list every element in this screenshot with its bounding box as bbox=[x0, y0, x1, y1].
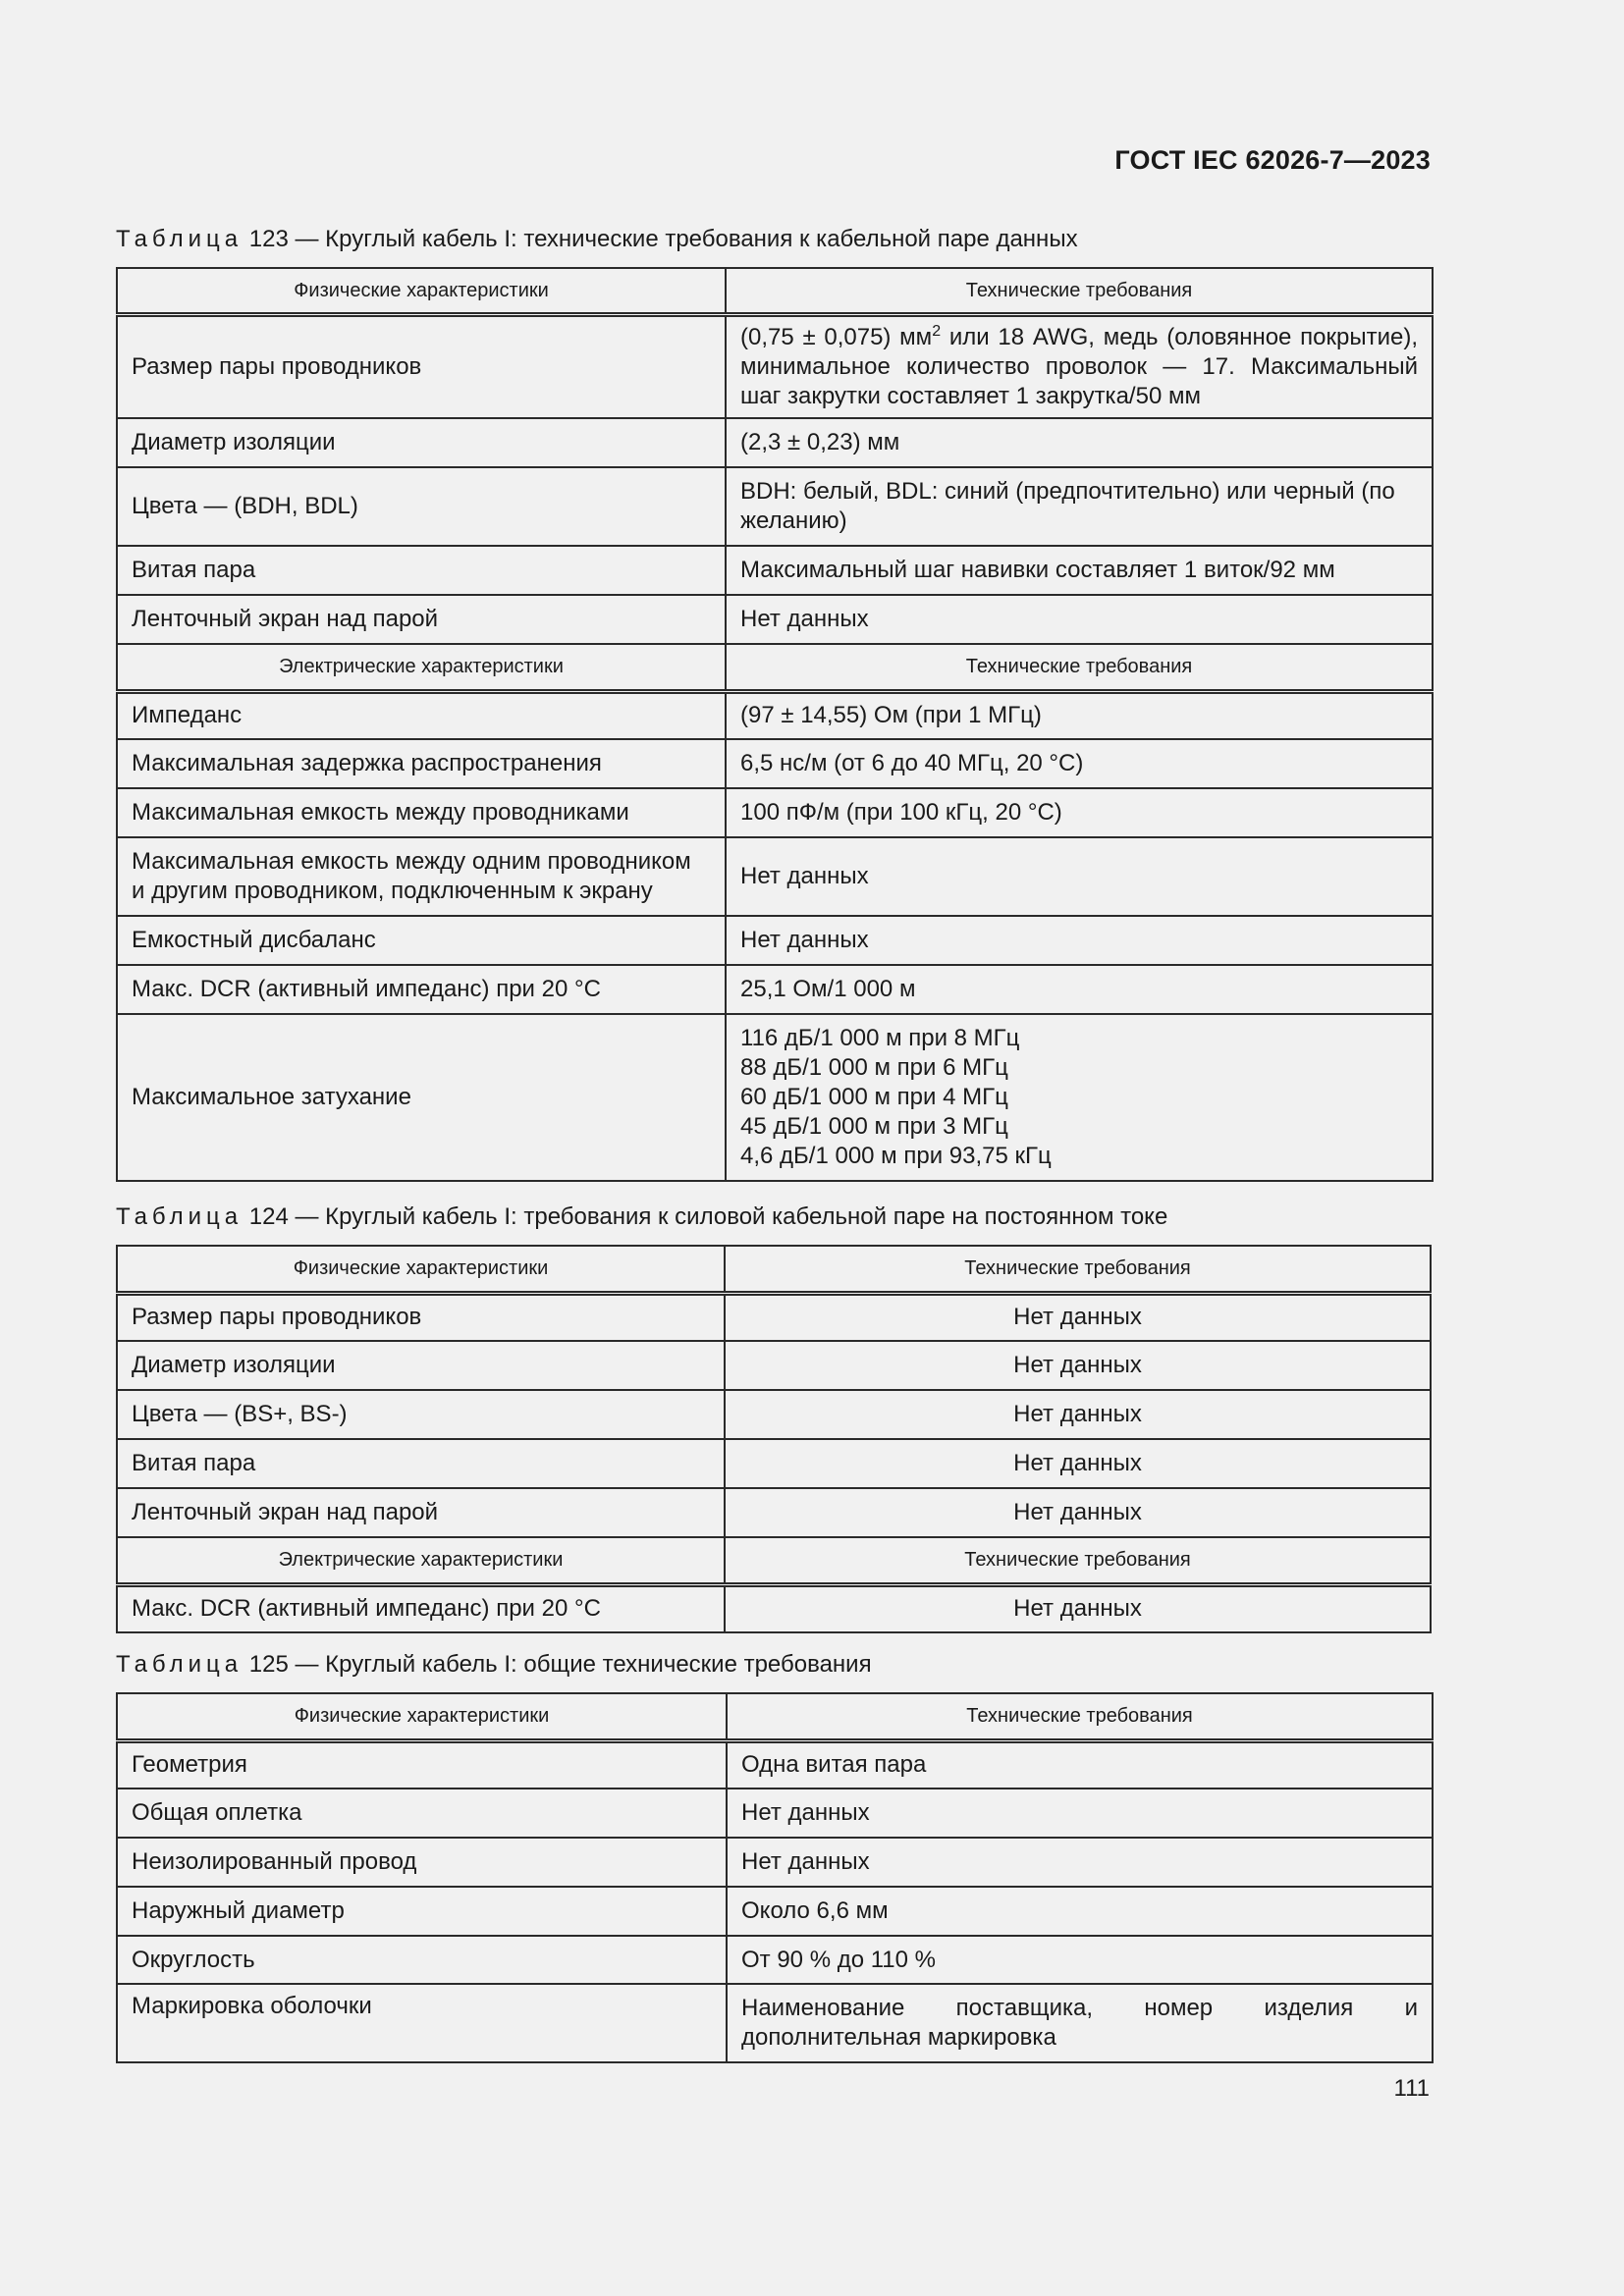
table-row bbox=[117, 1887, 1433, 1936]
row-label: Ленточный экран над парой bbox=[117, 1488, 725, 1537]
row-value: Нет данных bbox=[727, 1789, 1433, 1838]
row-value: Нет данных bbox=[725, 1584, 1431, 1632]
row-label: Витая пара bbox=[117, 1439, 725, 1488]
table-row bbox=[117, 1293, 1431, 1341]
table-row bbox=[117, 1488, 1431, 1537]
row-value: Нет данных bbox=[725, 1390, 1431, 1439]
table-section-header-row bbox=[117, 644, 1433, 691]
row-value: BDH: белый, BDL: синий (предпочтительно) или черный (по желанию) bbox=[726, 467, 1433, 546]
row-label: Импеданс bbox=[117, 691, 726, 739]
table-row bbox=[117, 788, 1433, 837]
table-row bbox=[117, 837, 1433, 916]
row-value: Нет данных bbox=[725, 1439, 1431, 1488]
row-label: Наружный диаметр bbox=[117, 1887, 727, 1936]
column-header: Электрические характеристики bbox=[117, 644, 726, 691]
table-header-row bbox=[117, 1693, 1433, 1740]
table-row bbox=[117, 1014, 1433, 1181]
row-value: Одна витая пара bbox=[727, 1740, 1433, 1789]
column-header: Физические характеристики bbox=[117, 1693, 727, 1740]
row-value: Нет данных bbox=[726, 595, 1433, 644]
table-section-header-row bbox=[117, 1537, 1431, 1584]
row-value: Наименование поставщика, номер изделия и дополнительная маркировка bbox=[727, 1984, 1433, 2062]
row-label: Маркировка оболочки bbox=[117, 1984, 727, 2062]
row-value: Максимальный шаг навивки составляет 1 виток/92 мм bbox=[726, 546, 1433, 595]
row-value: От 90 % до 110 % bbox=[727, 1936, 1433, 1984]
row-label: Макс. DCR (активный импеданс) при 20 °С bbox=[117, 965, 726, 1014]
table-row bbox=[117, 691, 1433, 739]
table-row bbox=[117, 965, 1433, 1014]
table-row bbox=[117, 1984, 1433, 2062]
column-header: Физические характеристики bbox=[117, 268, 726, 314]
table-row bbox=[117, 595, 1433, 644]
row-value: Нет данных bbox=[727, 1838, 1433, 1887]
row-label: Диаметр изоляции bbox=[117, 418, 726, 467]
table-row bbox=[117, 1439, 1431, 1488]
table-row bbox=[117, 1838, 1433, 1887]
row-value: 100 пФ/м (при 100 кГц, 20 °С) bbox=[726, 788, 1433, 837]
table-row bbox=[117, 546, 1433, 595]
row-value: Нет данных bbox=[726, 916, 1433, 965]
table-row bbox=[117, 1390, 1431, 1439]
table-row bbox=[117, 1936, 1433, 1984]
column-header: Физические характеристики bbox=[117, 1246, 725, 1293]
row-value: Нет данных bbox=[725, 1341, 1431, 1390]
page-number: 111 bbox=[1393, 2075, 1430, 2102]
row-label: Максимальная задержка распространения bbox=[117, 739, 726, 788]
row-label: Макс. DCR (активный импеданс) при 20 °С bbox=[117, 1584, 725, 1632]
row-value: Нет данных bbox=[725, 1488, 1431, 1537]
row-label: Витая пара bbox=[117, 546, 726, 595]
table-row bbox=[117, 1341, 1431, 1390]
row-value: (0,75 ± 0,075) $мм^2$ или 18 AWG, медь (оловянное покрытие), минимальное количество проволок — 17. Максимальный шаг закрутки составляет 1 закрутка/50 мм bbox=[726, 314, 1433, 418]
row-label: Размер пары проводников bbox=[117, 314, 726, 418]
row-label: Общая оплетка bbox=[117, 1789, 727, 1838]
table-header-row bbox=[117, 268, 1433, 314]
table-row bbox=[117, 1740, 1433, 1789]
caption-prefix: Таблица bbox=[116, 226, 244, 252]
row-label: Округлость bbox=[117, 1936, 727, 1984]
row-label: Геометрия bbox=[117, 1740, 727, 1789]
row-label: Ленточный экран над парой bbox=[117, 595, 726, 644]
table-row bbox=[117, 467, 1433, 546]
table-row bbox=[117, 418, 1433, 467]
row-label: Максимальное затухание bbox=[117, 1014, 726, 1181]
table-row bbox=[117, 739, 1433, 788]
row-label: Цвета — (BS+, BS-) bbox=[117, 1390, 725, 1439]
row-label: Неизолированный провод bbox=[117, 1838, 727, 1887]
row-value: Нет данных bbox=[726, 837, 1433, 916]
column-header: Технические требования bbox=[725, 1537, 1431, 1584]
row-value: 116 дБ/1 000 м при 8 МГц 88 дБ/1 000 м при 6 МГц 60 дБ/1 000 м при 4 МГц 45 дБ/1 000 м при 3 МГц 4,6 дБ/1 000 м при 93,75 кГц bbox=[726, 1014, 1433, 1181]
row-label: Цвета — (BDH, BDL) bbox=[117, 467, 726, 546]
table-header-row bbox=[117, 1246, 1431, 1293]
table-123-caption bbox=[116, 226, 1078, 253]
column-header: Электрические характеристики bbox=[117, 1537, 725, 1584]
row-label: Размер пары проводников bbox=[117, 1293, 725, 1341]
row-value: (97 ± 14,55) Ом (при 1 МГц) bbox=[726, 691, 1433, 739]
document-header: ГОСТ IEC 62026-7—2023 bbox=[1114, 145, 1431, 175]
row-value: Около 6,6 мм bbox=[727, 1887, 1433, 1936]
caption-text: 123 — Круглый кабель I: технические требования к кабельной паре данных bbox=[243, 226, 1078, 252]
row-value: 6,5 нс/м (от 6 до 40 МГц, 20 °С) bbox=[726, 739, 1433, 788]
table-124-caption bbox=[116, 1203, 1167, 1231]
row-label: Максимальная емкость между одним проводником и другим проводником, подключенным к экрану bbox=[117, 837, 726, 916]
table-123 bbox=[116, 267, 1434, 1182]
row-label: Диаметр изоляции bbox=[117, 1341, 725, 1390]
caption-prefix: Таблица bbox=[116, 1651, 244, 1678]
table-row bbox=[117, 1584, 1431, 1632]
row-value: Нет данных bbox=[725, 1293, 1431, 1341]
column-header: Технические требования bbox=[727, 1693, 1433, 1740]
row-label: Максимальная емкость между проводниками bbox=[117, 788, 726, 837]
column-header: Технические требования bbox=[726, 268, 1433, 314]
caption-prefix: Таблица bbox=[116, 1203, 244, 1230]
table-row bbox=[117, 314, 1433, 418]
table-row bbox=[117, 1789, 1433, 1838]
column-header: Технические требования bbox=[725, 1246, 1431, 1293]
row-label: Емкостный дисбаланс bbox=[117, 916, 726, 965]
row-value: 25,1 Ом/1 000 м bbox=[726, 965, 1433, 1014]
caption-text: 125 — Круглый кабель I: общие технические требования bbox=[243, 1651, 872, 1678]
column-header: Технические требования bbox=[726, 644, 1433, 691]
table-124 bbox=[116, 1245, 1432, 1633]
table-125-caption bbox=[116, 1651, 872, 1679]
table-125 bbox=[116, 1692, 1434, 2063]
caption-text: 124 — Круглый кабель I: требования к силовой кабельной паре на постоянном токе bbox=[243, 1203, 1168, 1230]
row-value: (2,3 ± 0,23) мм bbox=[726, 418, 1433, 467]
table-row bbox=[117, 916, 1433, 965]
